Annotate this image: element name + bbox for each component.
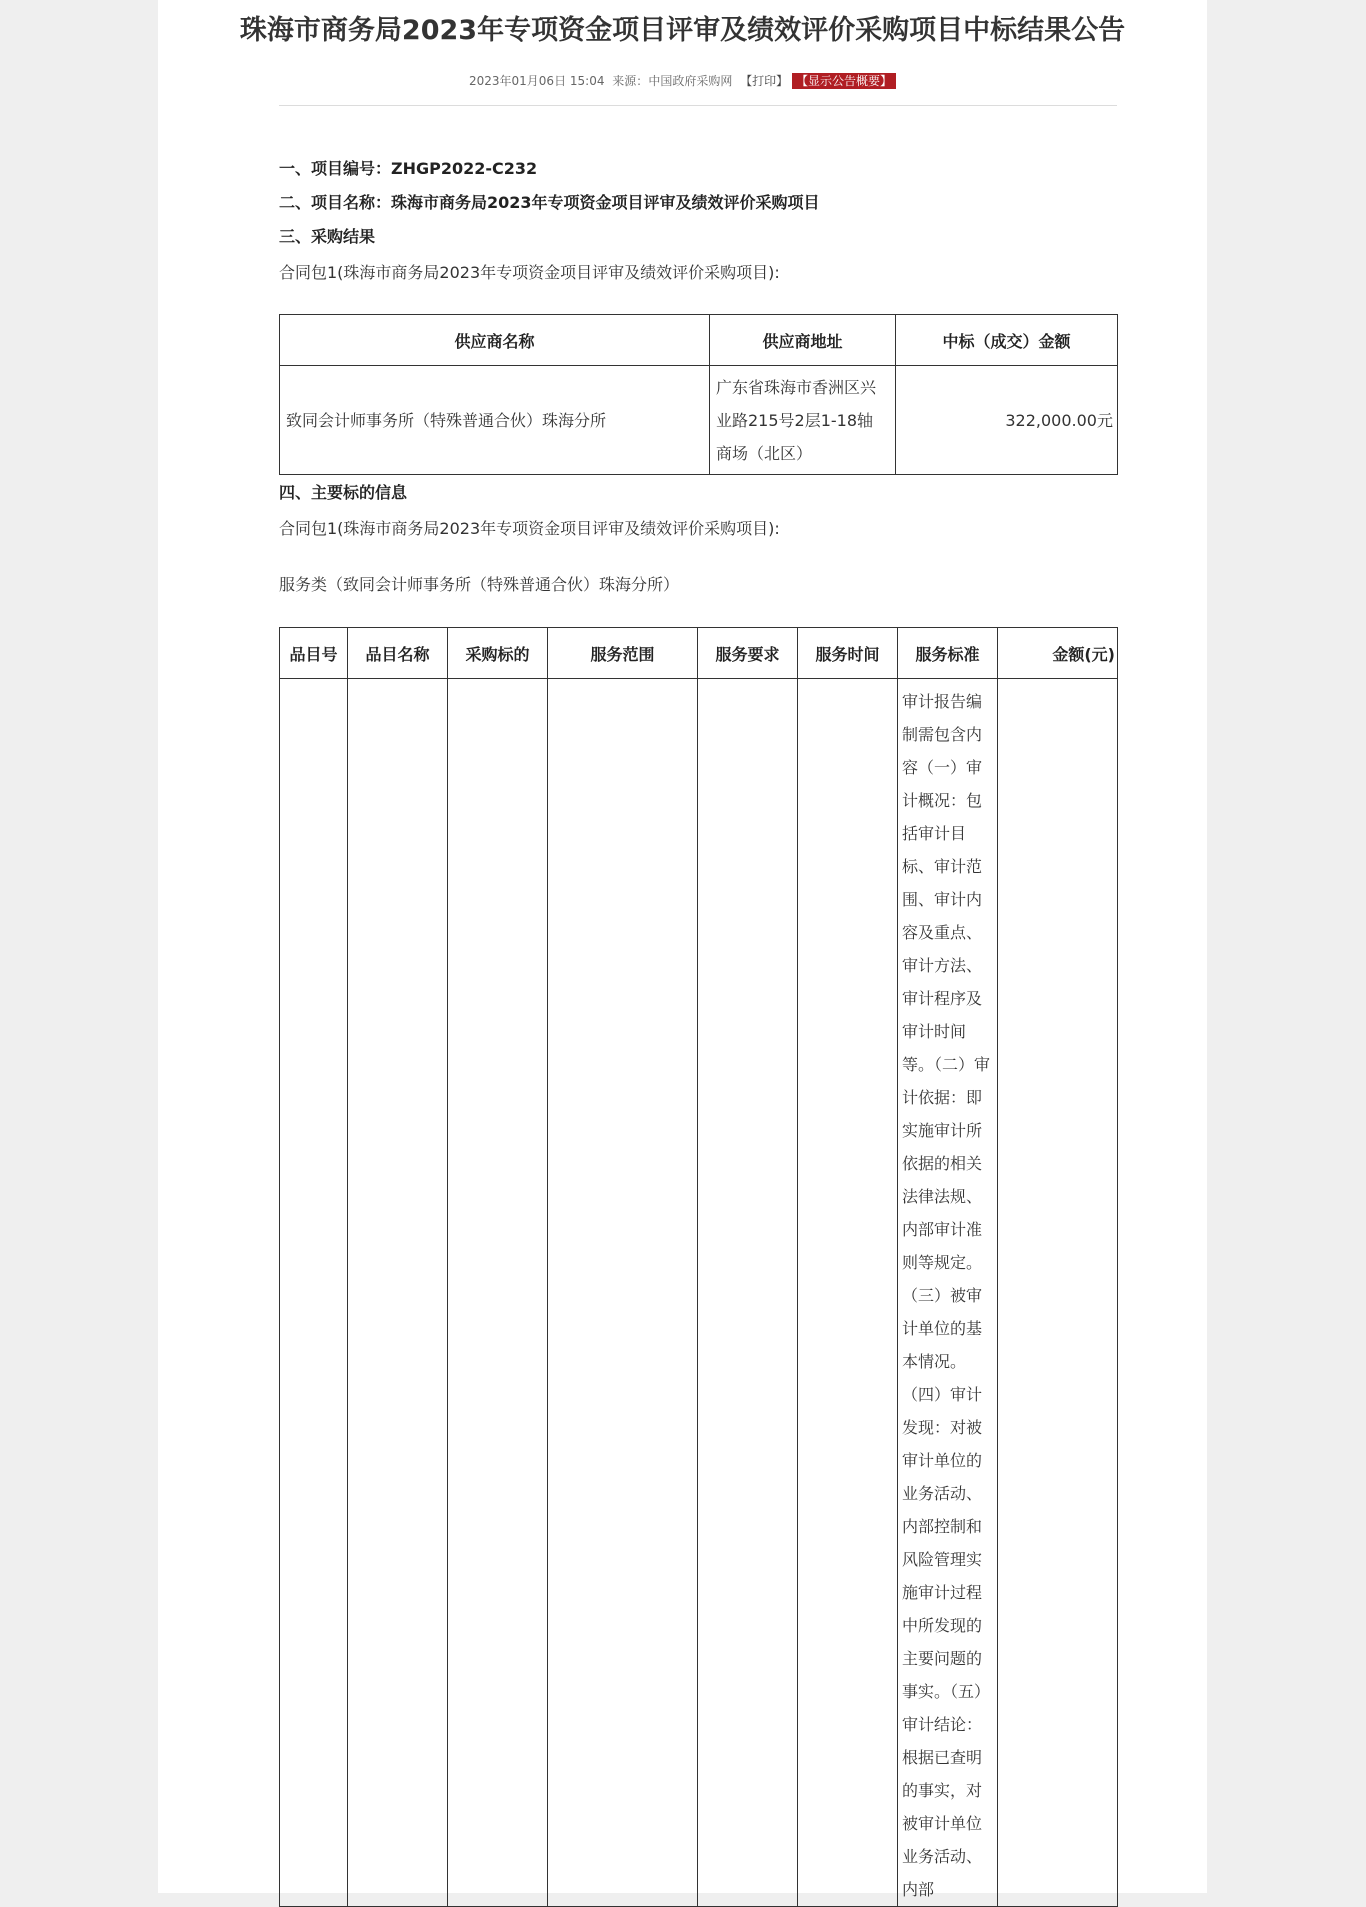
header-award-amount: 中标（成交）金额 — [896, 315, 1118, 366]
page-title: 珠海市商务局2023年专项资金项目评审及绩效评价采购项目中标结果公告 — [239, 15, 1126, 46]
header-service-standard: 服务标准 — [898, 628, 998, 679]
cell-item-number — [280, 679, 348, 1907]
publish-datetime: 2023年01月06日 15:04 — [468, 74, 605, 88]
section-project-number: 一、项目编号：ZHGP2022-C232 — [279, 159, 538, 178]
print-link[interactable]: 【打印】 — [740, 74, 789, 88]
supplier-name: 致同会计师事务所（特殊普通合伙）珠海分所 — [280, 366, 710, 475]
cell-amount — [998, 679, 1118, 1907]
article-page — [158, 0, 1207, 1899]
header-service-requirement: 服务要求 — [698, 628, 798, 679]
header-procurement-target: 采购标的 — [448, 628, 548, 679]
header-supplier-name: 供应商名称 — [280, 315, 710, 366]
award-amount: 322,000.00元 — [896, 366, 1118, 475]
section-project-name: 二、项目名称：珠海市商务局2023年专项资金项目评审及绩效评价采购项目 — [279, 193, 820, 212]
source-label: 来源： — [612, 74, 649, 88]
table-row — [280, 366, 1118, 475]
package-line: 合同包1(珠海市商务局2023年专项资金项目评审及绩效评价采购项目): — [279, 519, 780, 538]
table-row — [280, 679, 1118, 1907]
show-summary-button[interactable]: 【显示公告概要】 — [792, 73, 896, 89]
cell-service-scope — [548, 679, 698, 1907]
result-table — [279, 314, 1118, 475]
cell-service-requirement — [698, 679, 798, 1907]
source-name: 中国政府采购网 — [648, 74, 733, 88]
article-meta — [158, 72, 1207, 89]
package-line: 合同包1(珠海市商务局2023年专项资金项目评审及绩效评价采购项目): — [279, 263, 780, 282]
header-supplier-address: 供应商地址 — [710, 315, 896, 366]
supplier-address: 广东省珠海市香洲区兴业路215号2层1-18轴商场（北区） — [710, 366, 896, 475]
table-header-row — [280, 628, 1118, 679]
header-service-time: 服务时间 — [798, 628, 898, 679]
section-procurement-result: 三、采购结果 — [279, 227, 376, 246]
cell-service-time — [798, 679, 898, 1907]
header-item-number: 品目号 — [280, 628, 348, 679]
header-amount: 金额(元) — [998, 628, 1118, 679]
header-item-name: 品目名称 — [348, 628, 448, 679]
cell-service-standard: 审计报告编制需包含内容（一）审计概况：包括审计目标、审计范围、审计内容及重点、审计方法、审计程序及审计时间等。（二）审计依据：即实施审计所依据的相关法律法规、内部审计准则等规定。（三）被审计单位的基本情况。（四）审计发现：对被审计单位的业务活动、内部控制和风险管理实施审计过程中所发现的主要问题的事实。（五）审计结论：根据已查明的事实，对被审计单位业务活动、内部 — [898, 679, 998, 1907]
section-main-items: 四、主要标的信息 — [279, 483, 408, 502]
item-table — [279, 627, 1118, 1907]
cell-procurement-target — [448, 679, 548, 1907]
header-service-scope: 服务范围 — [548, 628, 698, 679]
service-type-line: 服务类（致同会计师事务所（特殊普通合伙）珠海分所） — [279, 575, 680, 594]
cell-item-name — [348, 679, 448, 1907]
table-header-row — [280, 315, 1118, 366]
title-divider — [279, 105, 1117, 106]
